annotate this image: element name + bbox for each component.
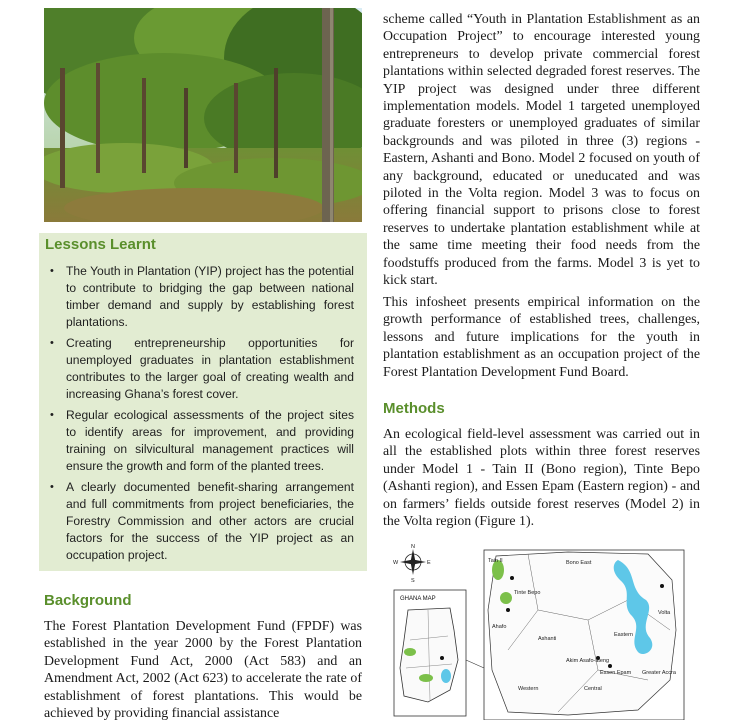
tinte-label: Tinte Bepo	[514, 590, 541, 596]
main-study-map	[484, 550, 684, 720]
compass-icon	[393, 544, 431, 584]
lessons-item-text: A clearly documented benefit-sharing arrangement and full commitments from project beneficiaries, the Forestry Commission and other actors are crucial factors for the success of the YIP project as an occupation project.	[66, 480, 354, 562]
lessons-learnt-heading: Lessons Learnt	[45, 236, 156, 253]
akim-label: Akim Asafo-ateng	[566, 658, 610, 664]
background-heading: Background	[44, 592, 132, 609]
intro-paragraph: scheme called “Youth in Plantation Establishment as an Occupation Project” to encourage interested young entrepreneurs to develop private commercial forest plantations within selected degraded forest reserves. The YIP project was designed under three different implementation models. Model 1 targeted unemployed graduate foresters or unemployed graduates of similar backgrounds and was piloted in three (3) regions - Eastern, Ashanti and Bono. Model 2 focused on youth of any background, educated or uneducated and was piloted in the Volta region. Model 3 was to focus on offering financial support to prisons close to forest reserves to undertake plantation establishment while at the same time meeting their food needs from the foodstuffs produced from the farms. Model 3 is yet to kick start.	[383, 12, 700, 289]
compass-north-label: N	[411, 544, 415, 550]
central-label: Central	[584, 686, 602, 692]
inset-map-title: GHANA MAP	[400, 596, 436, 602]
bullet-icon: •	[50, 409, 54, 421]
forest-plantation-photo	[44, 8, 362, 222]
lessons-item	[46, 263, 354, 331]
compass-south-label: S	[411, 578, 415, 584]
lessons-item	[46, 407, 354, 475]
study-area-map	[388, 540, 692, 720]
compass-east-label: E	[427, 560, 431, 566]
lessons-item-text: Regular ecological assessments of the project sites to identify areas for improvement, and providing training on silvicultural management practices will ensure the growth and form of the planted trees.	[66, 408, 354, 473]
lessons-item-text: The Youth in Plantation (YIP) project has the potential to contribute to bridging the gap between national timber demand and supply by establishing forest plantations.	[66, 264, 354, 329]
tain-label: Tain II	[488, 558, 503, 564]
ahafo-label: Ahafo	[492, 624, 507, 630]
bullet-icon: •	[50, 337, 54, 349]
methods-paragraph: An ecological field-level assessment was carried out in all the established plots within three forest reserves under Model 1 - Tain II (Bono region), Tinte Bepo (Ashanti region), and Essen Epam (Eastern region) - and on farmers’ fields outside forest reserves (Model 2) in the Volta region (Figure 1).	[383, 427, 700, 530]
background-paragraph: The Forest Plantation Development Fund (FPDF) was established in the year 2000 by the Forest Plantation Development Fund Act, 2000 (Act 583) and an Amendment Act, 2002 (Act 623) to accelerate the rate of establishment of forest plantations. This would be achieved by providing financial assistance	[44, 619, 362, 722]
bono-east-label: Bono East	[566, 560, 592, 566]
tinte-site-marker	[500, 592, 512, 604]
ashanti-label: Ashanti	[538, 636, 557, 642]
lessons-item-text: Creating entrepreneurship opportunities for unemployed graduates in plantation establishment contributes to the larger goal of creating wealth and increasing Ghana’s forest cover.	[66, 336, 354, 401]
essen-site-marker	[608, 664, 612, 668]
infosheet-paragraph: This infosheet presents empirical information on the growth performance of established trees, challenges, lessons and future implications for the youth in plantation establishment as an occupation project of the Forest Plantation Development Fund Board.	[383, 295, 700, 380]
bullet-icon: •	[50, 481, 54, 493]
lessons-item	[46, 479, 354, 564]
lessons-learnt-list	[46, 263, 354, 568]
methods-heading: Methods	[383, 400, 445, 417]
ghana-inset-map	[394, 590, 484, 716]
essen-label: Essen Epam	[600, 670, 632, 676]
greater-accra-label: Greater Accra	[642, 670, 676, 676]
compass-west-label: W	[393, 560, 399, 566]
bullet-icon: •	[50, 265, 54, 277]
western-label: Western	[518, 686, 539, 692]
eastern-label: Eastern	[614, 632, 633, 638]
volta-label: Volta	[658, 610, 671, 616]
lessons-item	[46, 335, 354, 403]
